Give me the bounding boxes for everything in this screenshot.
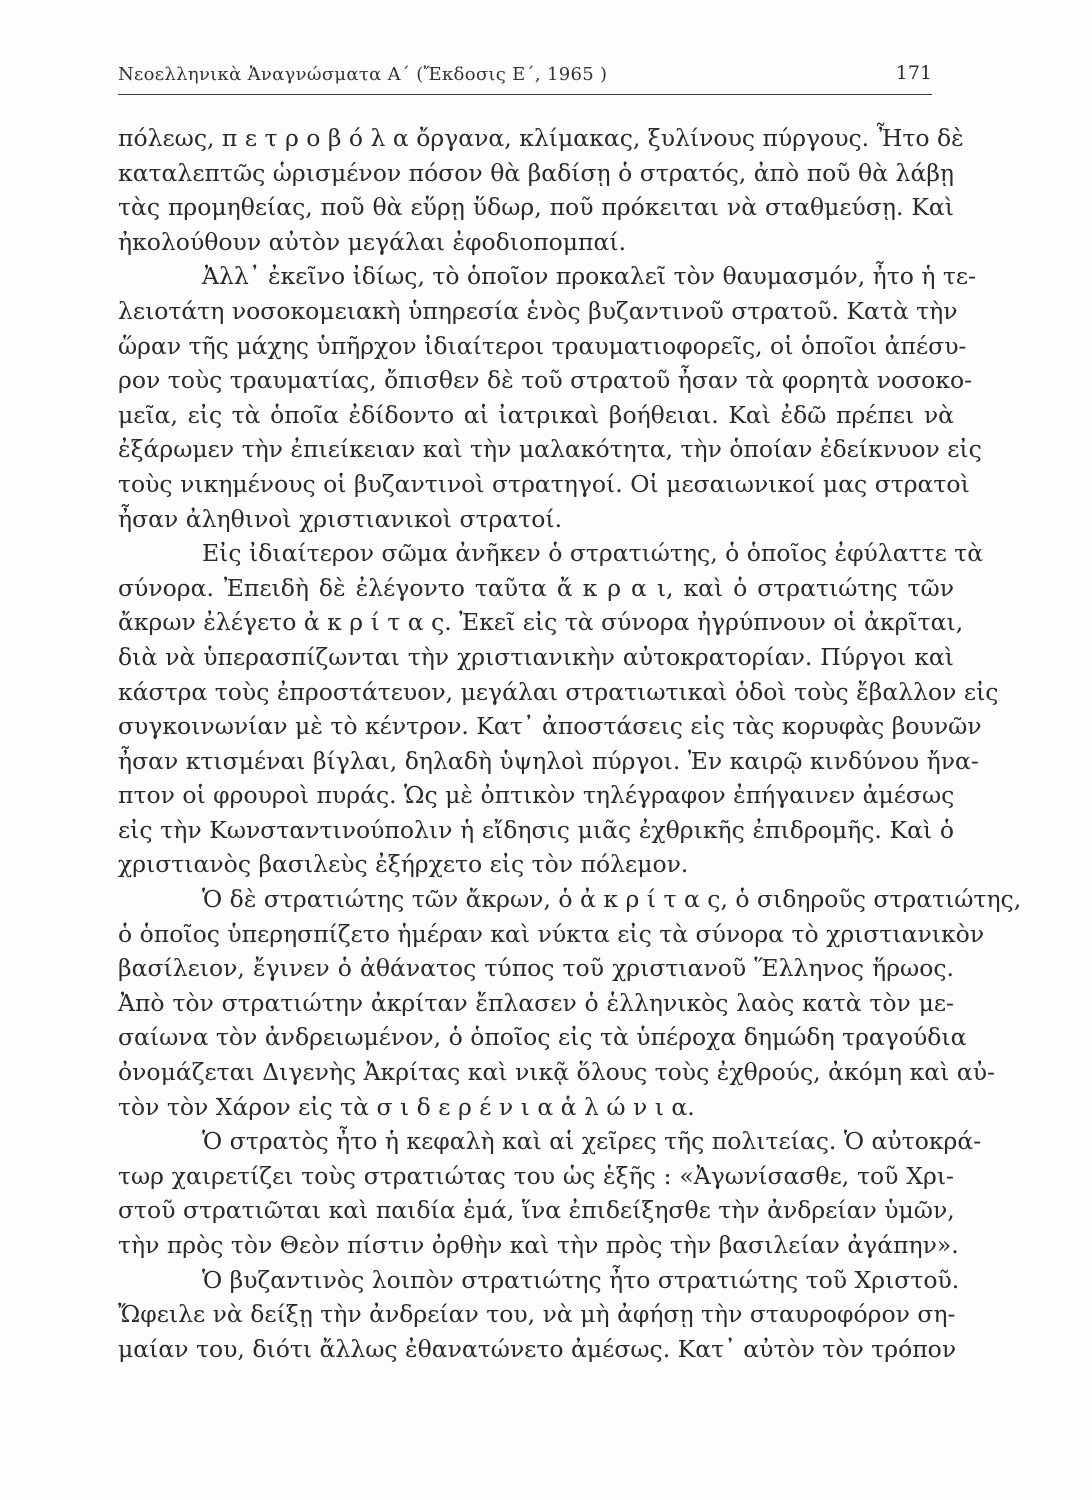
text-line: πόλεως, π ε τ ρ ο β ό λ α ὄργανα, κλίμακας, ξυλίνους πύργους. Ἦτο δὲ <box>118 124 964 152</box>
text-line: Ὁ δὲ στρατιώτης τῶν ἄκρων, ὁ ἀ κ ρ ί τ α ς, ὁ σιδηροῦς στρατιώτης, <box>202 885 1022 914</box>
text-line: στοῦ στρατιῶται καὶ παιδία ἐμά, ἵνα ἐπιδείξησθε τὴν ἀνδρείαν ὑμῶν, <box>118 1196 955 1225</box>
text-line: ὀνομάζεται Διγενὴς Ἀκρίτας καὶ νικᾷ ὅλους τοὺς ἐχθρούς, ἀκόμη καὶ αὐ- <box>118 1058 995 1087</box>
text-line: καταλεπτῶς ὡρισμένον πόσον θὰ βαδίσῃ ὁ στρατός, ἀπὸ ποῦ θὰ λάβῃ <box>118 158 954 187</box>
page-header <box>118 62 932 96</box>
text-line: ἐξάρωμεν τὴν ἐπιείκειαν καὶ τὴν μαλακότητα, τὴν ὁποίαν ἐδείκνυον εἰς <box>118 435 982 464</box>
text-line: ἄκρων ἐλέγετο ἀ κ ρ ί τ α ς. Ἐκεῖ εἰς τὰ σύνορα ἠγρύπνουν οἱ ἀκρῖται, <box>118 608 964 637</box>
text-line: σαίωνα τὸν ἀνδρειωμένον, ὁ ὁποῖος εἰς τὰ ὑπέροχα δημώδη τραγούδια <box>118 1023 967 1052</box>
text-line: μεῖα, εἰς τὰ ὁποῖα ἐδίδοντο αἱ ἰατρικαὶ βοήθειαι. Καὶ ἐδῶ πρέπει νὰ <box>118 400 954 429</box>
text-line: χριστιανὸς βασιλεὺς ἐξήρχετο εἰς τὸν πόλεμον. <box>118 850 689 879</box>
text-line: τὴν πρὸς τὸν Θεὸν πίστιν ὀρθὴν καὶ τὴν πρὸς τὴν βασιλείαν ἀγάπην». <box>118 1231 959 1259</box>
text-line: τοὺς νικημένους οἱ βυζαντινοὶ στρατηγοί. Οἱ μεσαιωνικοί μας στρατοὶ <box>118 469 970 498</box>
text-line: ἦσαν ἀληθινοὶ χριστιανικοὶ στρατοί. <box>118 504 563 533</box>
text-line: Ἀπὸ τὸν στρατιώτην ἀκρίταν ἔπλασεν ὁ ἑλληνικὸς λαὸς κατὰ τὸν με- <box>118 988 954 1017</box>
text-line: Ὤφειλε νὰ δείξῃ τὴν ἀνδρείαν του, νὰ μὴ ἀφήσῃ τὴν σταυροφόρον ση- <box>118 1300 956 1329</box>
text-line: κάστρα τοὺς ἐπροστάτευον, μεγάλαι στρατιωτικαὶ ὁδοὶ τοὺς ἔβαλλον εἰς <box>118 677 999 706</box>
header-rule <box>118 94 932 95</box>
text-line: ὁ ὁποῖος ὑπερησπίζετο ἡμέραν καὶ νύκτα εἰς τὰ σύνορα τὸ χριστιανικὸν <box>118 919 985 948</box>
text-line: τωρ χαιρετίζει τοὺς στρατιώτας του ὡς ἑξῆς : «Ἀγωνίσασθε, τοῦ Χρι- <box>118 1161 954 1190</box>
text-line: μαίαν του, διότι ἄλλως ἐθανατώνετο ἀμέσως. Κατ᾽ αὐτὸν τὸν τρόπον <box>118 1334 957 1363</box>
text-line: πτον οἱ φρουροὶ πυράς. Ὡς μὲ ὀπτικὸν τηλέγραφον ἐπήγαινεν ἀμέσως <box>118 781 955 810</box>
text-line: εἰς τὴν Κωνσταντινούπολιν ἡ εἴδησις μιᾶς ἐχθρικῆς ἐπιδρομῆς. Καὶ ὁ <box>118 815 954 844</box>
text-line: ἦσαν κτισμέναι βίγλαι, δηλαδὴ ὑψηλοὶ πύργοι. Ἐν καιρῷ κινδύνου ἤνα- <box>118 746 979 775</box>
text-line: Ὁ βυζαντινὸς λοιπὸν στρατιώτης ἦτο στρατιώτης τοῦ Χριστοῦ. <box>202 1265 960 1294</box>
body-text <box>118 121 1022 1366</box>
text-line: ὥραν τῆς μάχης ὑπῆρχον ἰδιαίτεροι τραυματιοφορεῖς, οἱ ὁποῖοι ἀπέσυ- <box>118 331 967 360</box>
text-line: ρον τοὺς τραυματίας, ὄπισθεν δὲ τοῦ στρατοῦ ἦσαν τὰ φορητὰ νοσοκο- <box>118 366 973 395</box>
text-line: συγκοινωνίαν μὲ τὸ κέντρον. Κατ᾽ ἀποστάσεις εἰς τὰς κορυφὰς βουνῶν <box>118 712 982 741</box>
text-line: Ἀλλ᾽ ἐκεῖνο ἰδίως, τὸ ὁποῖον προκαλεῖ τὸν θαυμασμόν, ἦτο ἡ τε- <box>202 262 977 291</box>
page-number: 171 <box>895 62 932 84</box>
text-line: βασίλειον, ἔγινεν ὁ ἀθάνατος τύπος τοῦ χριστιανοῦ Ἕλληνος ἥρωος. <box>118 954 954 983</box>
text-line: Εἰς ἰδιαίτερον σῶμα ἀνῆκεν ὁ στρατιώτης, ὁ ὁποῖος ἐφύλαττε τὰ <box>202 539 984 568</box>
text-line: τὰς προμηθείας, ποῦ θὰ εὕρῃ ὕδωρ, ποῦ πρόκειται νὰ σταθμεύσῃ. Καὶ <box>118 193 954 222</box>
text-line: ἠκολούθουν αὐτὸν μεγάλαι ἐφοδιοπομπαί. <box>118 227 627 256</box>
text-line: διὰ νὰ ὑπερασπίζωνται τὴν χριστιανικὴν αὐτοκρατορίαν. Πύργοι καὶ <box>118 642 954 671</box>
running-title: Νεοελληνικὰ Ἀναγνώσματα Α΄ (Ἔκδοσις Ε΄, 1965 ) <box>118 64 608 85</box>
text-line: σύνορα. Ἐπειδὴ δὲ ἐλέγοντο ταῦτα ἄ κ ρ α ι, καὶ ὁ στρατιώτης τῶν <box>118 573 954 602</box>
text-line: τὸν τὸν Χάρον εἰς τὰ σ ι δ ε ρ έ ν ι α ἁ λ ώ ν ι α. <box>118 1092 695 1121</box>
text-line: λειοτάτη νοσοκομειακὴ ὑπηρεσία ἑνὸς βυζαντινοῦ στρατοῦ. Κατὰ τὴν <box>118 296 958 325</box>
text-line: Ὁ στρατὸς ἦτο ἡ κεφαλὴ καὶ αἱ χεῖρες τῆς πολιτείας. Ὁ αὐτοκρά- <box>202 1127 982 1156</box>
